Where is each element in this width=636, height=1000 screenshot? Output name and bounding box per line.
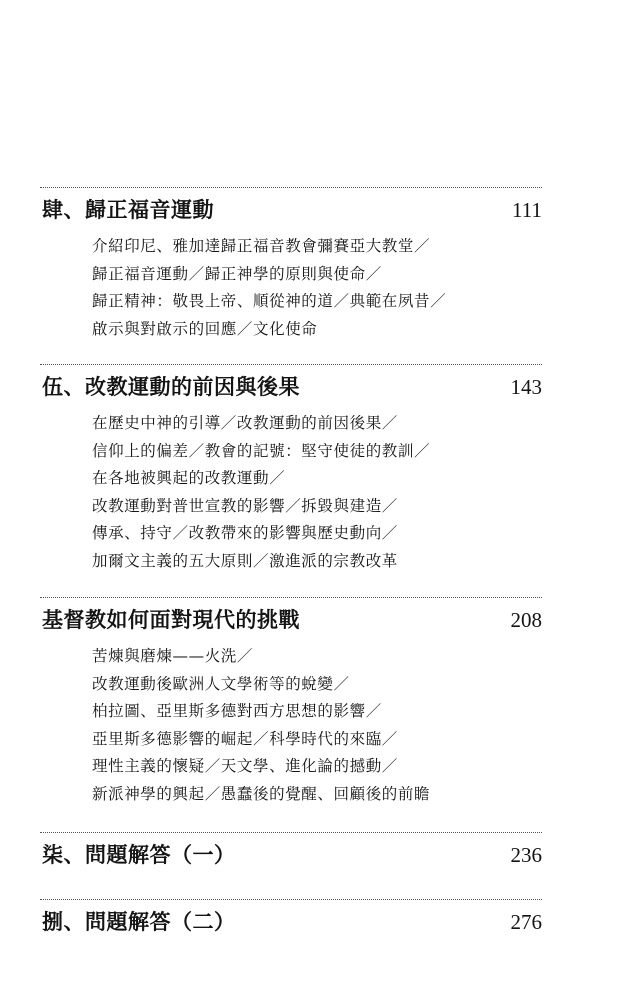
- subtopic-line: 改教運動對普世宣教的影響／拆毀與建造／: [92, 496, 398, 515]
- chapter-title: 肆、歸正福音運動: [42, 198, 214, 222]
- dotted-divider: [40, 364, 542, 365]
- subtopic-line: 苦煉與磨煉——火洗／: [92, 647, 254, 665]
- toc-entry-heading[interactable]: [42, 195, 544, 225]
- subtopic-line: 傳承、持守／改教帶來的影響與歷史動向／: [92, 524, 398, 543]
- subtopic-line: 理性主義的懷疑／天文學、進化論的撼動／: [92, 757, 398, 776]
- dotted-divider: [40, 187, 542, 188]
- subtopic-line: 歸正精神：敬畏上帝、順從神的道／典範在夙昔／: [92, 292, 447, 311]
- subtopic-line: 亞里斯多德影響的崛起／科學時代的來臨／: [92, 729, 398, 748]
- chapter-title: 伍、改教運動的前因與後果: [42, 375, 300, 399]
- subtopic-line: 啟示與對啟示的回應／文化使命: [92, 319, 318, 338]
- chapter-title: 基督教如何面對現代的挑戰: [42, 608, 300, 632]
- chapter-title: 捌、問題解答（二）: [42, 910, 236, 934]
- toc-entry-heading[interactable]: [42, 907, 544, 937]
- subtopic-line: 加爾文主義的五大原則／激進派的宗教改革: [92, 551, 398, 570]
- chapter-title: 柒、問題解答（一）: [42, 843, 236, 867]
- subtopic-line: 歸正福音運動／歸正神學的原則與使命／: [92, 264, 382, 283]
- subtopic-line: 介紹印尼、雅加達歸正福音教會彌賽亞大教堂／: [92, 237, 431, 255]
- subtopic-list: [92, 643, 552, 809]
- page-number: 111: [512, 198, 542, 222]
- subtopic-list: [92, 233, 552, 343]
- subtopic-line: 柏拉圖、亞里斯多德對西方思想的影響／: [92, 702, 382, 721]
- toc-entry-heading[interactable]: [42, 372, 544, 402]
- page-number: 143: [510, 375, 542, 399]
- subtopic-line: 信仰上的偏差／教會的記號：堅守使徒的教訓／: [92, 441, 431, 460]
- toc-entry-heading[interactable]: [42, 840, 544, 870]
- page-number: 236: [510, 843, 542, 867]
- toc-entry-heading[interactable]: [42, 605, 544, 635]
- subtopic-line: 新派神學的興起／愚蠢後的覺醒、回顧後的前瞻: [92, 784, 431, 803]
- page-number: 208: [510, 608, 542, 632]
- subtopic-list: [92, 410, 552, 576]
- dotted-divider: [40, 899, 542, 900]
- subtopic-line: 在歷史中神的引導／改教運動的前因後果／: [92, 414, 398, 432]
- dotted-divider: [40, 832, 542, 833]
- page-number: 276: [510, 910, 542, 934]
- subtopic-line: 改教運動後歐洲人文學術等的蛻變／: [92, 674, 350, 693]
- subtopic-line: 在各地被興起的改教運動／: [92, 469, 286, 488]
- dotted-divider: [40, 597, 542, 598]
